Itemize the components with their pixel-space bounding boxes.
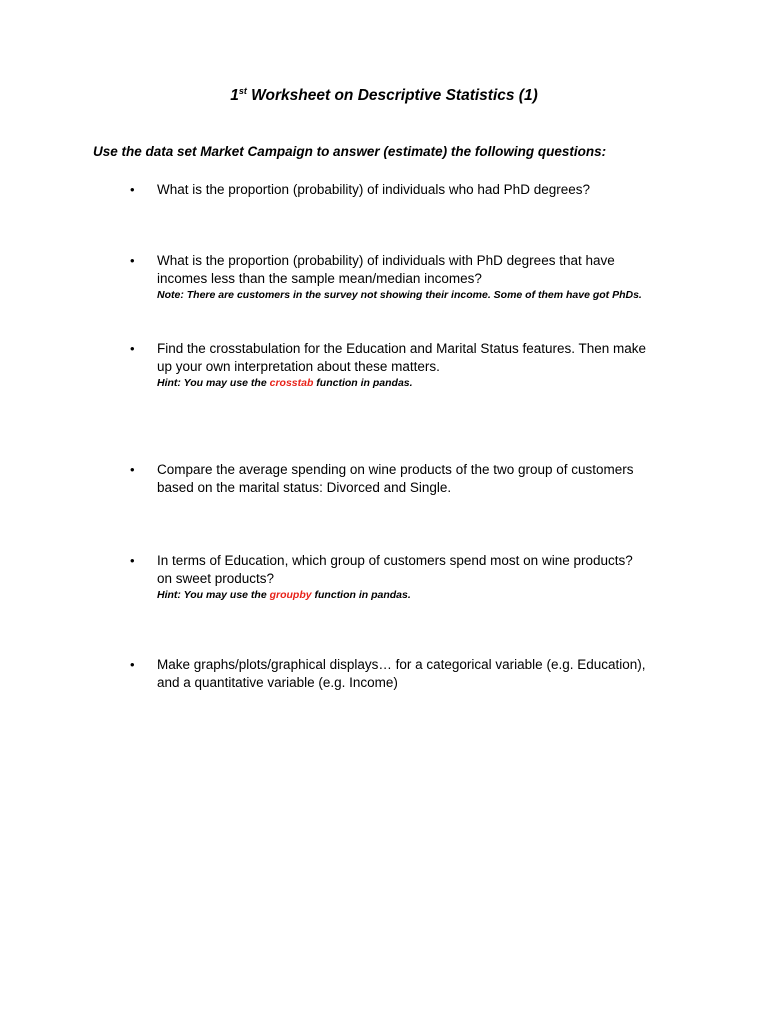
bullet-icon: • <box>130 657 135 672</box>
question-text <box>157 252 697 302</box>
hint-function-name: crosstab <box>269 377 314 389</box>
hint-function-name: groupby <box>269 589 312 601</box>
question-text <box>157 656 697 692</box>
question-line: Compare the average spending on wine products of the two group of customers <box>157 462 634 477</box>
bullet-icon: • <box>130 462 135 477</box>
question-hint <box>157 376 697 390</box>
question-line: What is the proportion (probability) of individuals with PhD degrees that have <box>157 253 615 268</box>
worksheet-title <box>0 87 768 105</box>
hint-prefix: Hint: You may use the <box>157 589 270 601</box>
question-line: and a quantitative variable (e.g. Income) <box>157 675 398 690</box>
question-line: Make graphs/plots/graphical displays… for a categorical variable (e.g. Education), <box>157 657 646 672</box>
question-line: What is the proportion (probability) of individuals who had PhD degrees? <box>157 182 590 197</box>
question-line: In terms of Education, which group of customers spend most on wine products? <box>157 553 633 568</box>
bullet-icon: • <box>130 253 135 268</box>
instruction-text: Use the data set Market Campaign to answer (estimate) the following questions: <box>93 144 607 159</box>
title-ordinal: 1 <box>230 87 239 104</box>
hint-prefix: Hint: You may use the <box>157 377 270 389</box>
question-line: up your own interpretation about these matters. <box>157 359 440 374</box>
question-note: Note: There are customers in the survey not showing their income. Some of them have got PhDs. <box>157 289 642 301</box>
title-text: Worksheet on Descriptive Statistics (1) <box>246 87 538 104</box>
question-line: incomes less than the sample mean/median incomes? <box>157 271 482 286</box>
question-text <box>157 181 697 199</box>
question-line: Find the crosstabulation for the Education and Marital Status features. Then make <box>157 341 647 356</box>
bullet-icon: • <box>130 182 135 197</box>
question-text <box>157 552 697 602</box>
hint-suffix: function in pandas. <box>311 589 411 601</box>
bullet-icon: • <box>130 553 135 568</box>
question-line: based on the marital status: Divorced and Single. <box>157 480 452 495</box>
title-ordinal-suffix: st <box>238 85 247 96</box>
hint-suffix: function in pandas. <box>313 377 413 389</box>
question-line: on sweet products? <box>157 571 275 586</box>
question-text <box>157 461 697 497</box>
question-hint <box>157 588 697 602</box>
bullet-icon: • <box>130 341 135 356</box>
question-text <box>157 340 697 390</box>
